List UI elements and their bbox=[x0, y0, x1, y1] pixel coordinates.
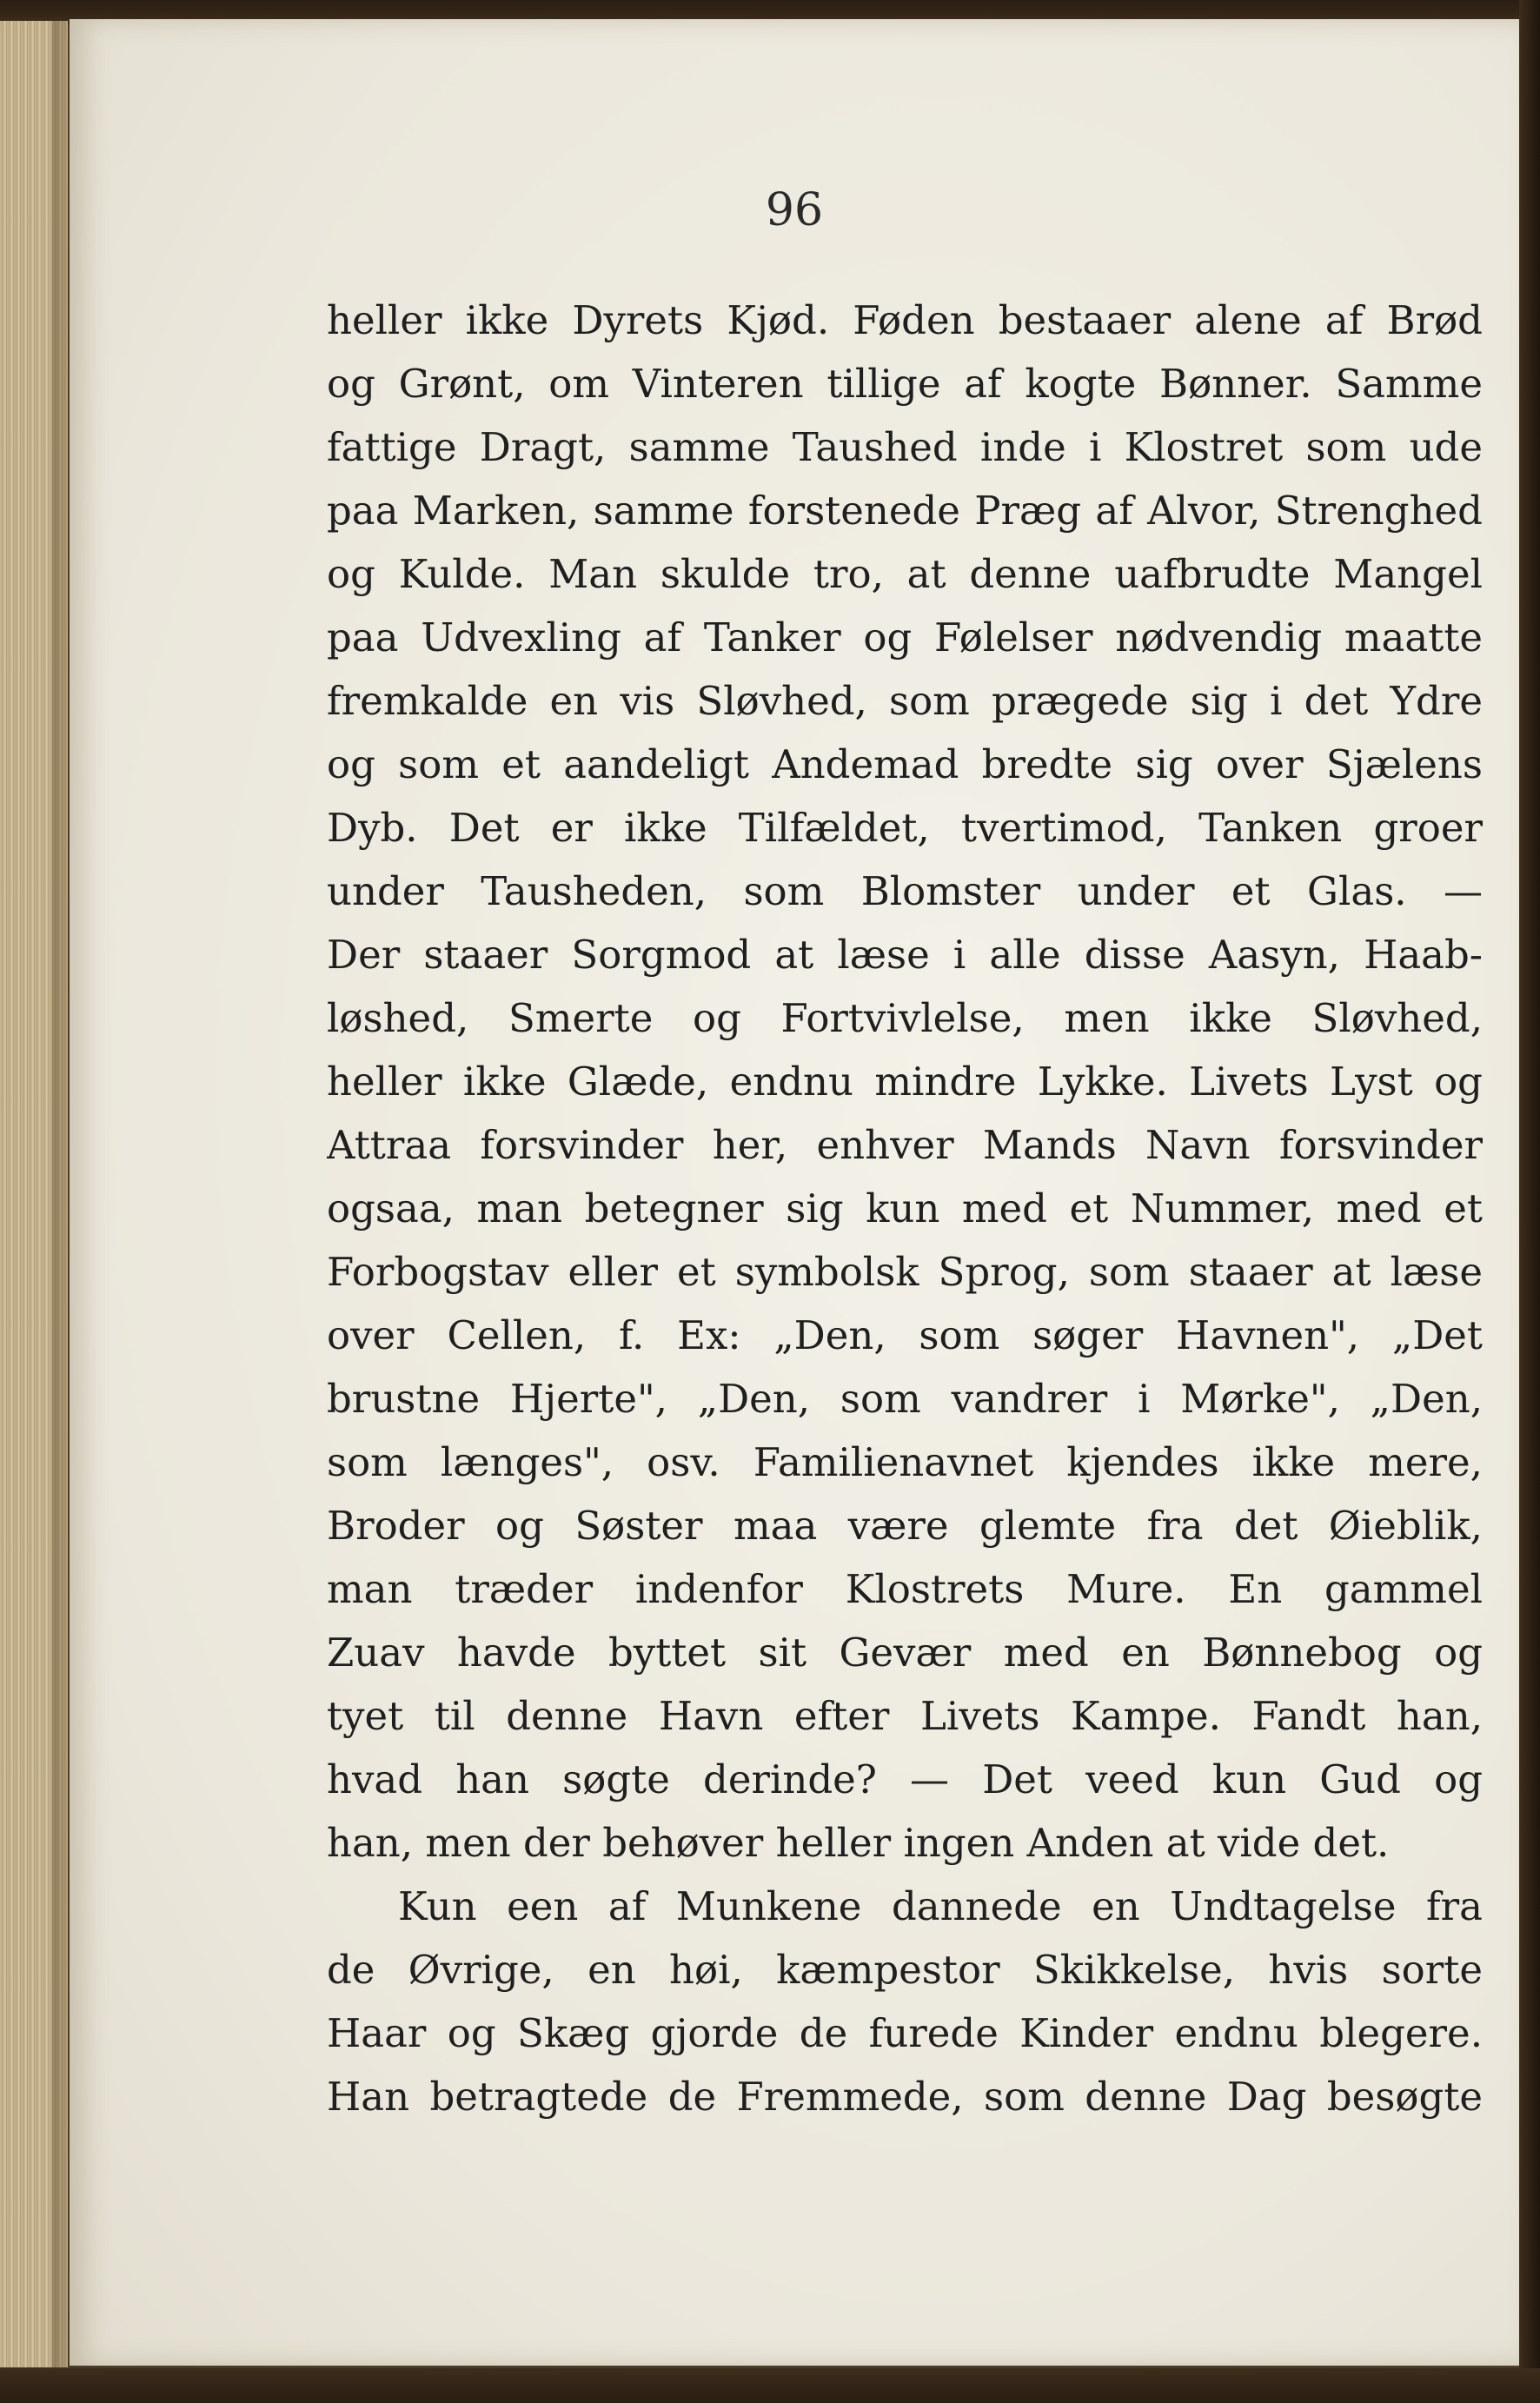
text-line: over Cellen, f. Ex: „Den, som søger Havnen", „Det bbox=[327, 1312, 1483, 1358]
text-line: fremkalde en vis Sløvhed, som prægede sig i det Ydre bbox=[327, 678, 1483, 724]
text-line: løshed, Smerte og Fortvivlelse, men ikke Sløvhed, bbox=[327, 995, 1483, 1041]
book-cover-right-edge bbox=[1519, 0, 1540, 2403]
body-text bbox=[327, 289, 1483, 2128]
text-line: Haar og Skæg gjorde de furede Kinder endnu blegere. bbox=[327, 2010, 1483, 2056]
text-line: hvad han søgte derinde? — Det veed kun Gud og bbox=[327, 1756, 1483, 1802]
text-line: paa Udvexling af Tanker og Følelser nødvendig maatte bbox=[327, 614, 1483, 660]
text-line: som længes", osv. Familienavnet kjendes ikke mere, bbox=[327, 1439, 1483, 1485]
text-line: fattige Dragt, samme Taushed inde i Klostret som ude bbox=[327, 424, 1483, 470]
text-line: paa Marken, samme forstenede Præg af Alvor, Strenghed bbox=[327, 488, 1483, 534]
book-cover-bottom-edge bbox=[0, 2368, 1540, 2403]
text-line: under Tausheden, som Blomster under et Glas. — bbox=[327, 868, 1483, 914]
text-line: og Grønt, om Vinteren tillige af kogte Bønner. Samme bbox=[327, 361, 1483, 407]
text-line: Dyb. Det er ikke Tilfældet, tvertimod, Tanken groer bbox=[327, 805, 1483, 851]
text-line: og som et aandeligt Andemad bredte sig over Sjælens bbox=[327, 741, 1483, 787]
text-line: Der staaer Sorgmod at læse i alle disse Aasyn, Haab- bbox=[327, 932, 1483, 978]
text-line: man træder indenfor Klostrets Mure. En gammel bbox=[327, 1566, 1483, 1612]
text-line: og Kulde. Man skulde tro, at denne uafbrudte Mangel bbox=[327, 551, 1483, 597]
text-line: Broder og Søster maa være glemte fra det Øieblik, bbox=[327, 1503, 1483, 1549]
text-line: Forbogstav eller et symbolsk Sprog, som staaer at læse bbox=[327, 1249, 1483, 1295]
text-line: heller ikke Glæde, endnu mindre Lykke. Livets Lyst og bbox=[327, 1059, 1483, 1105]
book-page bbox=[70, 19, 1519, 2366]
text-line: brustne Hjerte", „Den, som vandrer i Mørke", „Den, bbox=[327, 1376, 1483, 1422]
text-line: han, men der behøver heller ingen Anden at vide det. bbox=[327, 1820, 1390, 1866]
text-line: Attraa forsvinder her, enhver Mands Navn forsvinder bbox=[327, 1122, 1483, 1168]
text-line: Han betragtede de Fremmede, som denne Dag besøgte bbox=[327, 2074, 1483, 2120]
text-line: heller ikke Dyrets Kjød. Føden bestaaer alene af Brød bbox=[327, 297, 1483, 343]
text-line: ogsaa, man betegner sig kun med et Nummer, med et bbox=[327, 1185, 1483, 1231]
page-number: 96 bbox=[765, 184, 824, 236]
text-line: de Øvrige, en høi, kæmpestor Skikkelse, hvis sorte bbox=[327, 1947, 1483, 1993]
text-line: Kun een af Munkene dannede en Undtagelse fra bbox=[398, 1883, 1483, 1929]
text-line: Zuav havde byttet sit Gevær med en Bønnebog og bbox=[327, 1630, 1483, 1676]
text-line: tyet til denne Havn efter Livets Kampe. Fandt han, bbox=[327, 1693, 1483, 1739]
